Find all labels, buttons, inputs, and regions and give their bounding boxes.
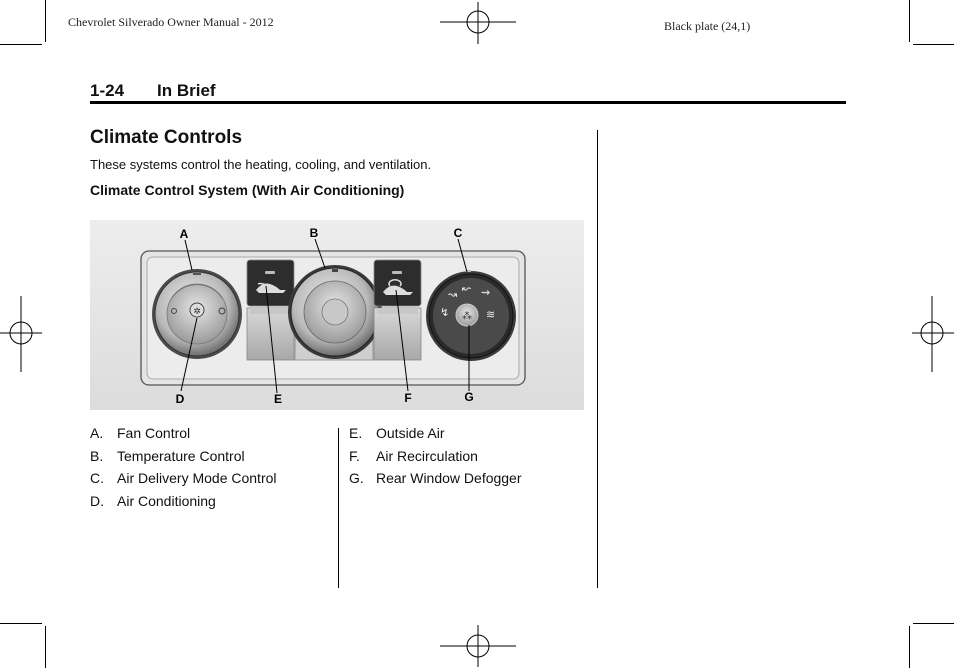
svg-text:✲: ✲: [193, 307, 201, 317]
svg-text:↯: ↯: [440, 306, 450, 319]
callout-g: G: [464, 390, 474, 404]
legend-key: C.: [90, 470, 104, 486]
crop-mark: [909, 626, 910, 668]
svg-text:≋: ≋: [486, 308, 496, 321]
section-title: In Brief: [157, 81, 216, 100]
plate-label: Black plate (24,1): [664, 19, 751, 33]
svg-text:↝: ↝: [448, 288, 458, 301]
callout-d: D: [175, 392, 185, 406]
crop-mark: [45, 626, 46, 668]
climate-control-figure: [90, 220, 584, 410]
legend-label: Air Delivery Mode Control: [117, 470, 277, 486]
crop-mark: [0, 623, 42, 624]
registration-mark-bottom: [440, 625, 516, 667]
fan-control-knob: [152, 269, 242, 359]
legend-item: [90, 493, 216, 509]
legend-label: Air Conditioning: [117, 493, 216, 509]
legend-item: [349, 448, 478, 464]
section-rule: [90, 101, 846, 104]
svg-text:↜: ↜: [462, 282, 472, 295]
legend-item: [90, 448, 245, 464]
legend-label: Fan Control: [117, 425, 191, 441]
crop-mark: [45, 0, 46, 42]
temperature-control-knob: [288, 265, 382, 360]
legend-item: [349, 470, 522, 486]
registration-mark-top: [440, 2, 516, 44]
crop-mark: [0, 44, 42, 45]
legend-item: [90, 470, 277, 486]
callout-e: E: [273, 392, 283, 406]
crop-mark: [913, 44, 954, 45]
legend-item: [349, 425, 444, 441]
crop-mark: [909, 0, 910, 42]
legend-key: E.: [349, 425, 363, 441]
outside-air-button: [247, 260, 294, 360]
intro-text: These systems control the heating, cooling, and ventilation.: [90, 157, 432, 172]
svg-text:⇝: ⇝: [481, 286, 491, 299]
air-recirculation-button: [374, 260, 421, 360]
registration-mark-left: [0, 296, 42, 372]
callout-b: B: [309, 226, 319, 240]
legend-key: D.: [90, 493, 104, 509]
registration-mark-right: [912, 296, 954, 372]
legend-item: [90, 425, 190, 441]
crop-mark: [913, 623, 954, 624]
page-number: 1-24: [90, 81, 125, 100]
subheading: Climate Control System (With Air Conditioning): [90, 182, 405, 198]
legend-key: B.: [90, 448, 104, 464]
page-heading: Climate Controls: [90, 127, 243, 148]
legend-divider: [338, 428, 339, 588]
legend-label: Rear Window Defogger: [376, 470, 522, 486]
callout-c: C: [453, 226, 463, 240]
legend-label: Temperature Control: [117, 448, 245, 464]
legend-key: G.: [349, 470, 364, 486]
legend-label: Outside Air: [376, 425, 445, 441]
callout-f: F: [404, 391, 412, 405]
legend-key: F.: [349, 448, 360, 464]
column-divider: [597, 130, 598, 588]
callout-a: A: [179, 227, 189, 241]
svg-text:⁂: ⁂: [462, 311, 472, 322]
manual-title: Chevrolet Silverado Owner Manual - 2012: [68, 15, 274, 29]
legend-key: A.: [90, 425, 104, 441]
legend-label: Air Recirculation: [376, 448, 478, 464]
